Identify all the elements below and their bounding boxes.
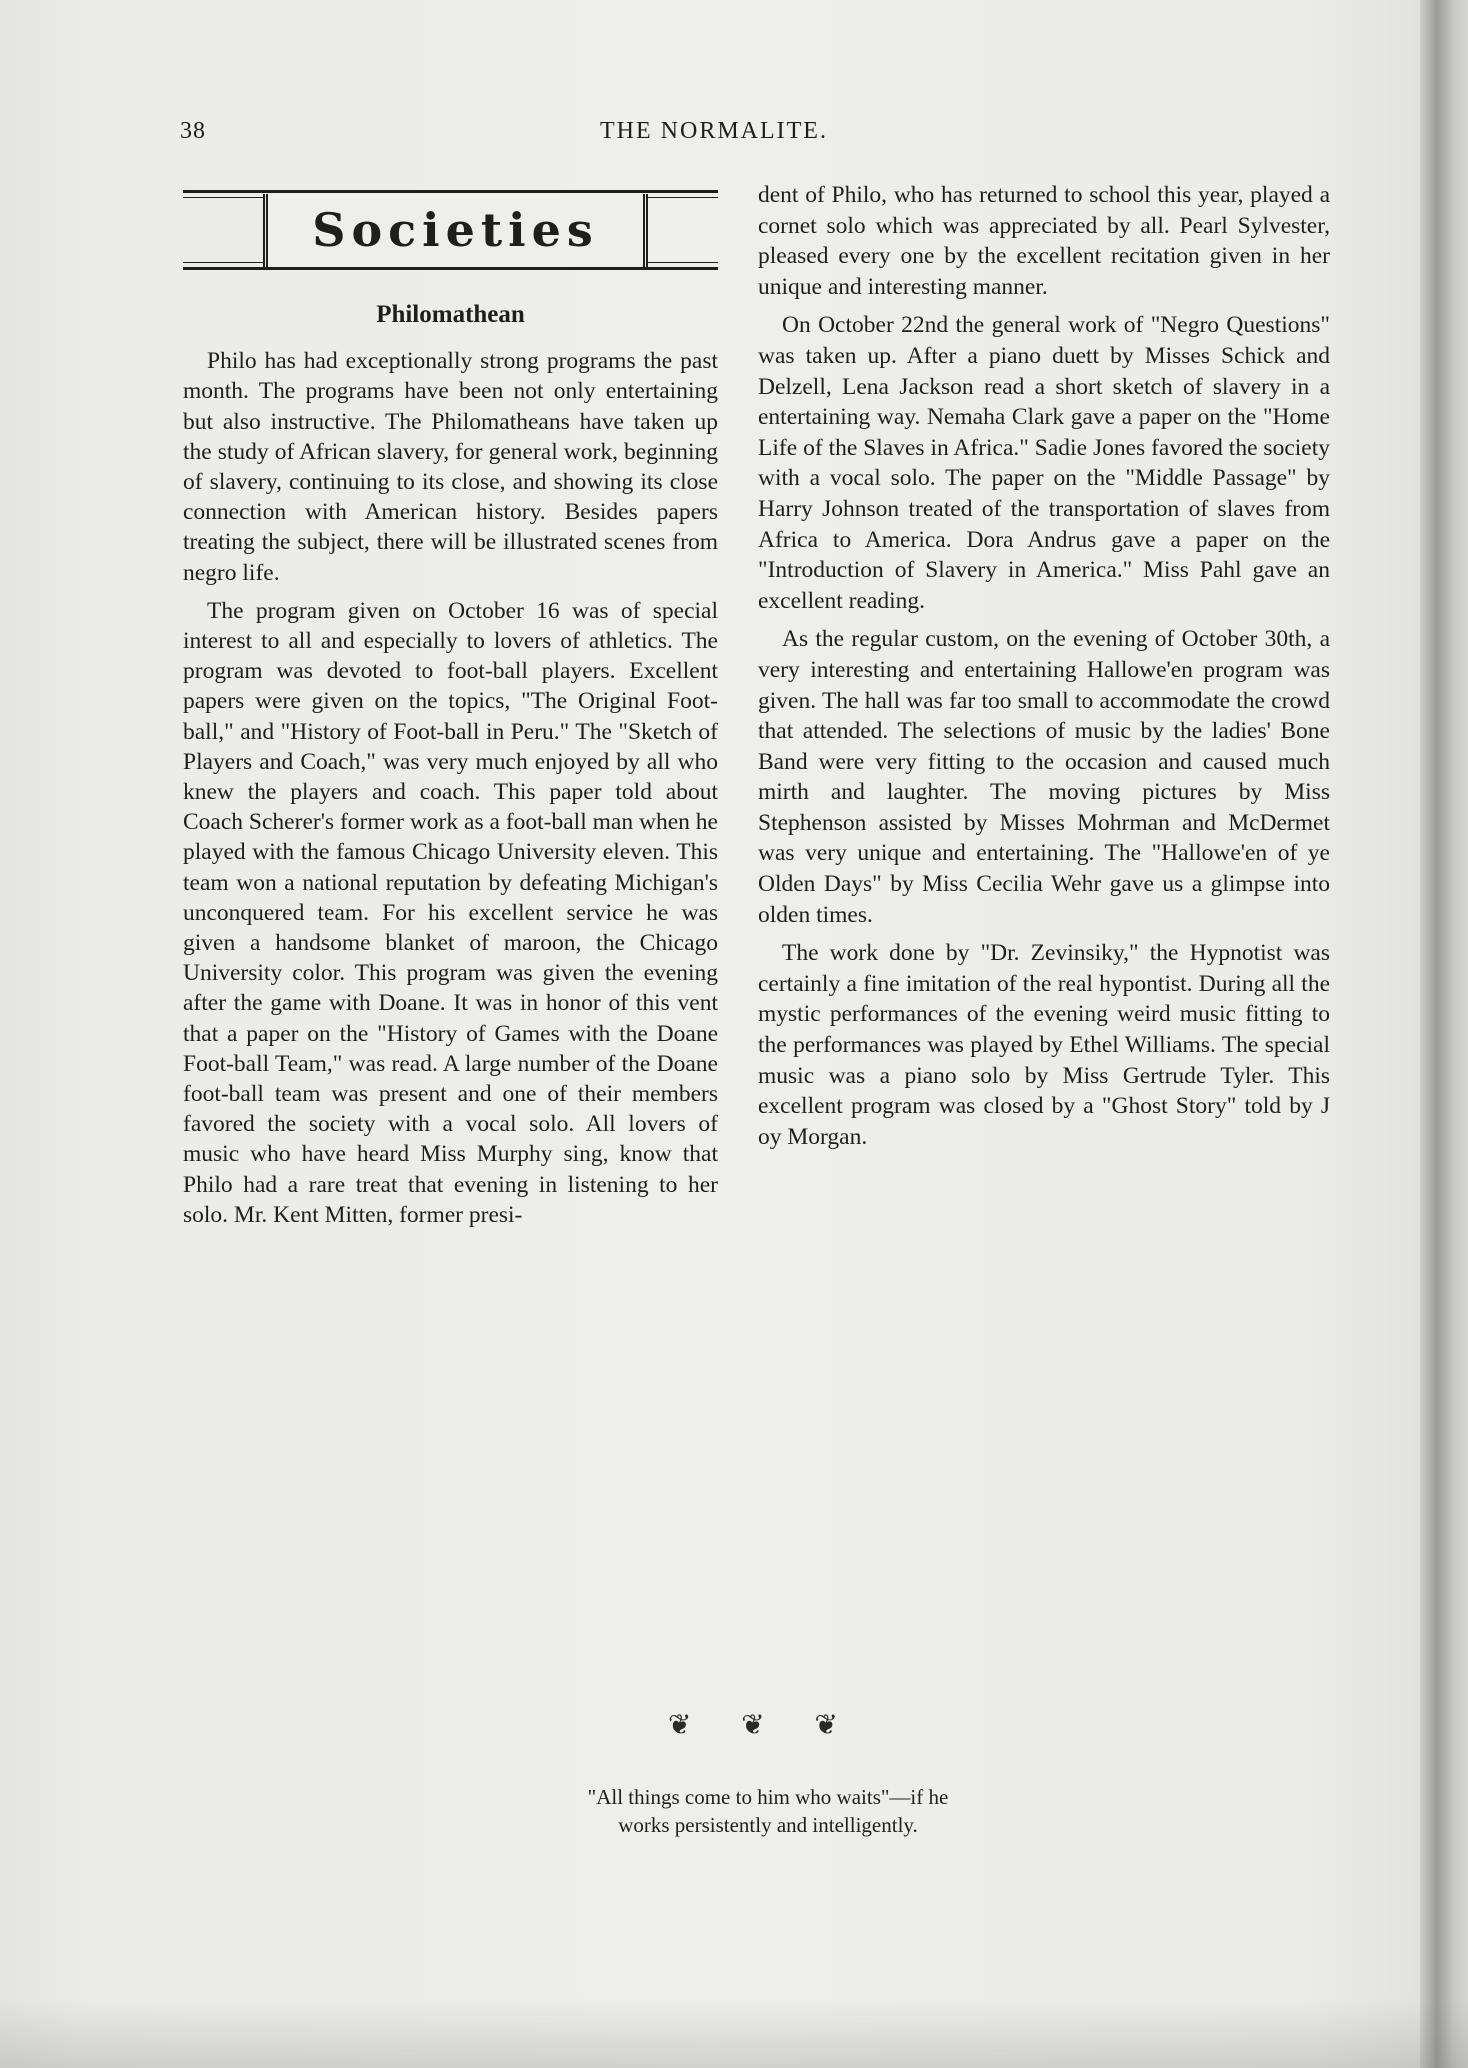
quote-line: "All things come to him who waits"—if he	[587, 1785, 949, 1809]
paragraph: As the regular custom, on the evening of October 30th, a very interesting and entertaining Hallowe'en program was given. The hall was far too small to accommodate the crowd that attended. The selections of music by the ladies' Bone Band were very fitting to the occasion and caused much mirth and laughter. The moving pictures by Miss Stephenson assisted by Misses Mohrman and McDermet was very unique and entertaining. The "Hallowe'en of ye Olden Days" by Miss Cecilia Wehr gave us a glimpse into olden times.	[758, 626, 1330, 928]
journal-title: THE NORMALITE.	[600, 118, 828, 144]
paragraph: dent of Philo, who has returned to school this year, played a cornet solo which was appreciated by all. Pearl Sylvester, pleased every one by the excellent recitation given in her unique and interesting manner.	[758, 182, 1330, 300]
paragraph: The program given on October 16 was of special interest to all and especially to lovers of athletics. The program was devoted to foot-ball players. Excellent papers were given on the topics, "The Original Foot-ball," and "History of Foot-ball in Peru." The "Sketch of Players and Coach," was very much enjoyed by all who knew the players and coach. This paper told about Coach Scherer's former work as a foot-ball man when he played with the famous Chicago University eleven. This team won a national reputation by defeating Michigan's unconquered team. For his excellent service he was given a handsome blanket of maroon, the Chicago University color. This program was given the evening after the game with Doane. It was in honor of this vent that a paper on the "History of Games with the Doane Foot-ball Team," was read. A large number of the Doane foot-ball team was present and one of their members favored the society with a vocal solo. All lovers of music who have heard Miss Murphy sing, know that Philo had a rare treat that evening in listening to her solo. Mr. Kent Mitten, former presi-	[183, 597, 718, 1228]
header-rule	[183, 190, 718, 193]
fleuron-icon: ❦	[668, 1708, 692, 1741]
quote-line: works persistently and intelligently.	[618, 1813, 918, 1837]
page-number: 38	[180, 118, 206, 144]
fleuron-icon: ❦	[741, 1708, 765, 1741]
left-column	[183, 180, 718, 1238]
paragraph: The work done by "Dr. Zevinsiky," the Hypnotist was certainly a fine imitation of the real hypontist. During all the mystic performances of the evening weird music fitting to the performances was played by Ethel Williams. The special music was a piano solo by Miss Gertrude Tyler. This excellent program was closed by a "Ghost Story" told by J oy Morgan.	[758, 940, 1330, 1150]
ornament-divider	[668, 1708, 838, 1741]
paragraph: Philo has had exceptionally strong programs the past month. The programs have been not only entertaining but also instructive. The Philomatheans have taken up the study of African slavery, for general work, beginning of slavery, continuing to its close, and showing its close connection with American history. Besides papers treating the subject, there will be illustrated scenes from negro life.	[183, 348, 718, 586]
section-title-box	[263, 194, 648, 267]
paragraph: On October 22nd the general work of "Negro Questions" was taken up. After a piano duett by Misses Schick and Delzell, Lena Jackson read a short sketch of slavery in a entertaining way. Nemaha Clark gave a paper on the "Home Life of the Slaves in Africa." Sadie Jones favored the society with a vocal solo. The paper on the "Middle Passage" by Harry Johnson treated of the transportation of slaves from Africa to America. Dora Andrus gave a paper on the "Introduction of Slavery in America." Miss Pahl gave an excellent reading.	[758, 312, 1330, 614]
right-column	[758, 180, 1330, 1160]
section-title: Societies	[312, 203, 599, 257]
footer-quote	[508, 1783, 1028, 1839]
fleuron-icon: ❦	[814, 1708, 838, 1741]
section-header	[183, 180, 718, 282]
society-subheading: Philomathean	[376, 301, 525, 328]
header-rule	[183, 267, 718, 270]
running-head	[180, 118, 1330, 158]
scan-shadow	[0, 1998, 1468, 2068]
page-edge	[1420, 0, 1468, 2068]
